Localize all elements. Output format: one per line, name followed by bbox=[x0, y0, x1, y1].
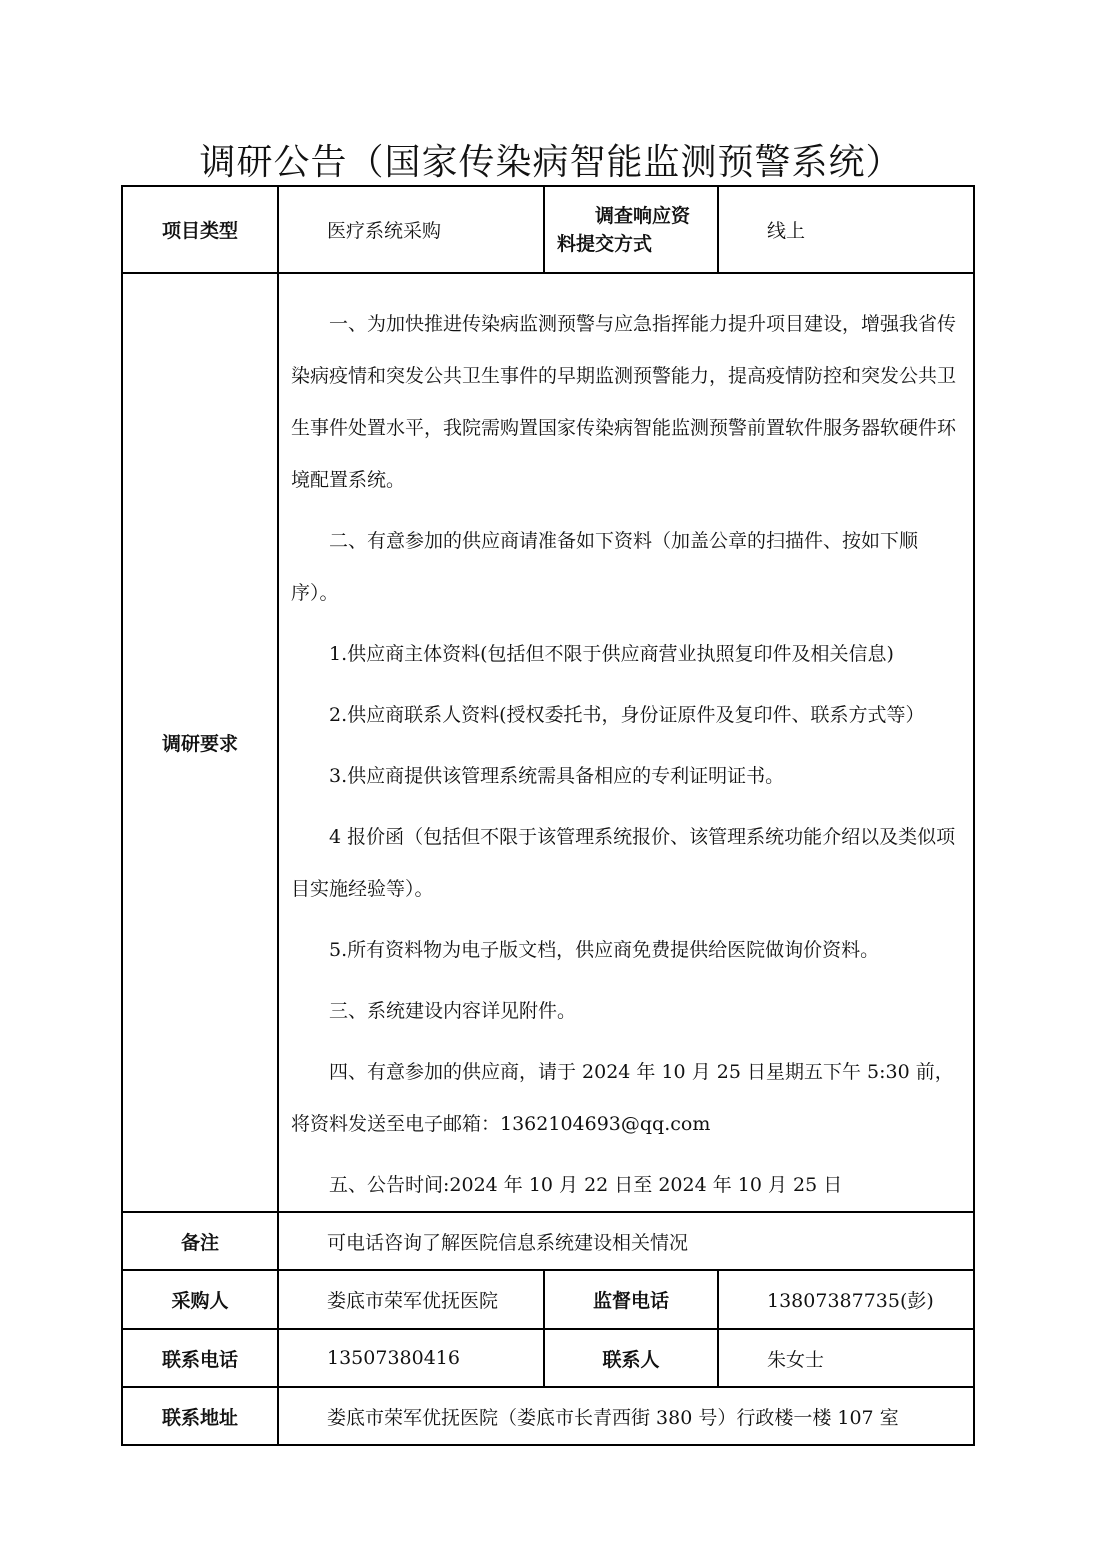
requirement-paragraph-10: 五、公告时间:2024 年 10 月 22 日至 2024 年 10 月 25 日 bbox=[329, 1174, 843, 1196]
address-value: 娄底市荣军优抚医院（娄底市长青西街 380 号）行政楼一楼 107 室 bbox=[278, 1387, 974, 1445]
submission-method-value: 线上 bbox=[718, 186, 974, 273]
supervision-phone-value: 13807387735(彭) bbox=[718, 1270, 974, 1329]
project-type-value: 医疗系统采购 bbox=[278, 186, 544, 273]
remarks-label: 备注 bbox=[122, 1212, 278, 1270]
row-contact bbox=[122, 1329, 974, 1387]
requirement-paragraph-7: 5.所有资料物为电子版文档，供应商免费提供给医院做询价资料。 bbox=[329, 939, 880, 961]
requirement-paragraph-1: 一、为加快推进传染病监测预警与应急指挥能力提升项目建设，增强我省传染病疫情和突发公共卫生事件的早期监测预警能力，提高疫情防控和突发公共卫生事件处置水平，我院需购置国家传染病智能监测预警前置软件服务器软硬件环境配置系统。 bbox=[291, 313, 957, 491]
notice-table bbox=[121, 185, 975, 1446]
requirement-paragraph-6: 4 报价函（包括但不限于该管理系统报价、该管理系统功能介绍以及类似项目实施经验等）。 bbox=[291, 826, 956, 900]
purchaser-label: 采购人 bbox=[122, 1270, 278, 1329]
purchaser-value: 娄底市荣军优抚医院 bbox=[278, 1270, 544, 1329]
supervision-phone-label: 监督电话 bbox=[544, 1270, 718, 1329]
requirement-paragraph-5: 3.供应商提供该管理系统需具备相应的专利证明证书。 bbox=[329, 765, 785, 787]
contact-person-value: 朱女士 bbox=[718, 1329, 974, 1387]
row-purchaser bbox=[122, 1270, 974, 1329]
requirement-paragraph-3: 1.供应商主体资料(包括但不限于供应商营业执照复印件及相关信息) bbox=[329, 643, 894, 665]
row-address bbox=[122, 1387, 974, 1445]
row-requirements bbox=[122, 273, 974, 1212]
row-remarks bbox=[122, 1212, 974, 1270]
remarks-value: 可电话咨询了解医院信息系统建设相关情况 bbox=[278, 1212, 974, 1270]
document-title: 调研公告（国家传染病智能监测预警系统） bbox=[199, 142, 903, 183]
contact-person-label: 联系人 bbox=[544, 1329, 718, 1387]
requirement-paragraph-9: 四、有意参加的供应商，请于 2024 年 10 月 25 日星期五下午 5:30 前，将资料发送至电子邮箱：1362104693@qq.com bbox=[291, 1061, 954, 1135]
contact-phone-label: 联系电话 bbox=[122, 1329, 278, 1387]
requirement-paragraph-4: 2.供应商联系人资料(授权委托书，身份证原件及复印件、联系方式等） bbox=[329, 704, 925, 726]
submission-method-label bbox=[544, 186, 718, 273]
requirements-label: 调研要求 bbox=[122, 273, 278, 1212]
project-type-label: 项目类型 bbox=[122, 186, 278, 273]
row-project-type bbox=[122, 186, 974, 273]
submission-method-label-text: 调查响应资料提交方式 bbox=[557, 204, 691, 255]
contact-phone-value: 13507380416 bbox=[278, 1329, 544, 1387]
requirements-content bbox=[278, 273, 974, 1212]
requirement-paragraph-2: 二、有意参加的供应商请准备如下资料（加盖公章的扫描件、按如下顺序）。 bbox=[291, 530, 919, 604]
requirement-paragraph-8: 三、系统建设内容详见附件。 bbox=[329, 1000, 577, 1022]
address-label: 联系地址 bbox=[122, 1387, 278, 1445]
